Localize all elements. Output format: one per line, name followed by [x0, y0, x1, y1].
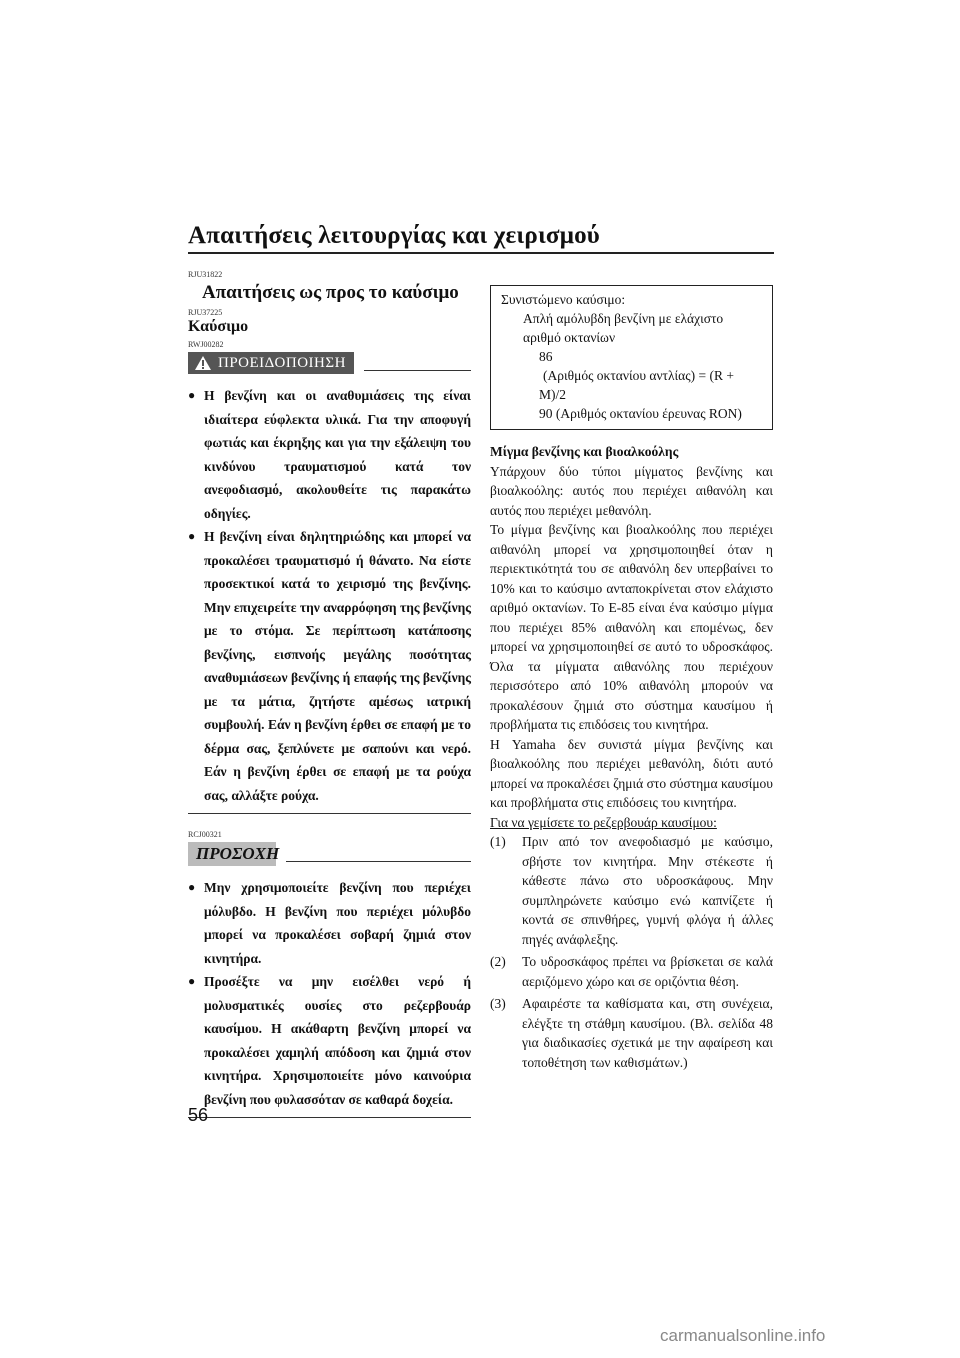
warning-label [188, 352, 354, 374]
subsection-title: Καύσιμο [188, 318, 249, 335]
page-title: Απαιτήσεις λειτουργίας και χειρισμού [188, 222, 600, 249]
list-item: (1) Πριν από τον ανεφοδιασμό με καύσιμο, σβήστε τον κινητήρα. Μην στέκεστε ή κάθεστε πάνω στο υδροσκάφους. Μην συμπληρώνετε καύσιμο ενώ καπνίζετε ή κοντά σε σπινθήρες, γυμνή φλόγα ή άλλες πηγές ανάφλεξης. [490, 834, 773, 947]
list-item: ● Η βενζίνη και οι αναθυμιάσεις της είναι ιδιαίτερα εύφλεκτα υλικά. Για την αποφυγή φωτιάς και έκρηξης και για την εξάλειψη του κινδύνου τραυματισμού κατά τον ανεφοδιασμό, ακολουθείτε τις παρακάτω οδηγίες. [188, 384, 471, 525]
caution-list [188, 876, 471, 1111]
watermark: carmanualsonline.info [660, 1326, 826, 1345]
list-item: (3) Αφαιρέστε τα καθίσματα και, στη συνέχεια, ελέγξτε τη στάθμη καυσίμου. (Βλ. σελίδα 48 για διαδικασίες σχετικά με την αφαίρεση και τοποθέτηση των καθισμάτων.) [490, 996, 773, 1070]
caution-label: ΠΡΟΣΟΧΗ [188, 842, 276, 866]
ref-code: RCJ00321 [188, 830, 222, 839]
list-item: ● Μην χρησιμοποιείτε βενζίνη που περιέχει μόλυβδο. Η βενζίνη που περιέχει μόλυβδο μπορεί να προκαλέσει σοβαρή ζημιά στον κινητήρα. [188, 876, 471, 970]
bullet-icon: ● [188, 880, 196, 894]
list-item: ● Προσέξτε να μην εισέλθει νερό ή μολυσματικές ουσίες στο ρεζερβουάρ καυσίμου. Η ακάθαρτη βενζίνη μπορεί να προκαλέσει χαμηλή απόδοση και ζημιά στον κινητήρα. Χρησιμοποιείτε μόνο καινούρια βενζίνη που φυλασσόταν σε καθαρά δοχεία. [188, 970, 471, 1111]
bullet-icon: ● [188, 388, 196, 402]
warning-triangle-icon [194, 355, 212, 371]
paragraph: Υπάρχουν δύο τύποι μίγματος βενζίνης και βιοαλκοόλης: αυτός που περιέχει αιθανόλη και αυτός που περιέχει μεθανόλη. [490, 463, 773, 518]
paragraph: Το μίγμα βενζίνης και βιοαλκοόλης που περιέχει αιθανόλη μπορεί να χρησιμοποιηθεί όταν η περιεκτικότητά του σε αιθανόλη δεν υπερβαίνει το 10% και το καύσιμο ανταποκρίνεται στον ελάχιστο αριθμό οκτανίων. Το E-85 είναι ένα καύσιμο μίγμα που περιέχει 85% αιθανόλη και επομένως, δεν μπορεί να χρησιμοποιηθεί σε αυτό το υδροσκάφος. Όλα τα μίγματα αιθανόλης που περιέχουν περισσότερο από 10% αιθανόλη μπορούν να προκαλέσουν ζημιά στο σύστημα καυσίμου ή προβλήματα τις επιδόσεις του κινητήρα. [490, 522, 773, 732]
fill-heading: Για να γεμίσετε το ρεζερβουάρ καυσίμου: [490, 814, 717, 830]
warning-header [188, 352, 471, 374]
recommended-fuel-box: Συνιστώμενο καύσιμο: Απλή αμόλυβδη βενζίνη με ελάχιστο αριθμό οκτανίων 86 (Αριθμός οκτανίου αντλίας) = (R + M)/2 90 (Αριθμός οκτανίου έρευνας RON) [490, 285, 773, 430]
right-column [490, 285, 773, 1075]
page-header [188, 222, 774, 254]
divider [188, 1117, 471, 1118]
warning-label-text: ΠΡΟΕΙΔΟΠΟΙΗΣΗ [218, 354, 346, 371]
divider [364, 370, 471, 371]
ref-code: RJU31822 [188, 270, 223, 279]
divider [286, 861, 471, 862]
bullet-icon: ● [188, 974, 196, 988]
list-item: (2) Το υδροσκάφος πρέπει να βρίσκεται σε καλά αεριζόμενο χώρο και σε οριζόντια θέση. [490, 954, 773, 989]
page-number: 56 [188, 1105, 209, 1125]
ref-code: RWJ00282 [188, 340, 224, 349]
warning-list [188, 384, 471, 807]
list-item: ● Η βενζίνη είναι δηλητηριώδης και μπορεί να προκαλέσει τραυματισμό ή θάνατο. Να είστε προσεκτικοί κατά το χειρισμό της βενζίνης. Μην επιχειρείτε την αναρρόφηση της βενζίνης με το στόμα. Σε περίπτωση κατάποσης βενζίνης, εισπνοής μεγάλης ποσότητας αναθυμιάσεων βενζίνης ή επαφής της βενζίνης με τα μάτια, ζητήστε αμέσως ιατρική συμβουλή. Εάν η βενζίνη έρθει σε επαφή με το δέρμα σας, ξεπλύνετε με σαπούνι και νερό. Εάν η βενζίνη έρθει σε επαφή με τα ρούχα σας, αλλάξτε ρούχα. [188, 525, 471, 807]
ref-code: RJU37225 [188, 308, 223, 317]
caution-header [188, 842, 471, 866]
paragraph: Η Yamaha δεν συνιστά μίγμα βενζίνης και βιοαλκοόλης που περιέχει μεθανόλη, διότι αυτό μπορεί να προκαλέσει ζημιά στο σύστημα καυσίμου και προβλήματα στις επιδόσεις του κινητήρα. [490, 736, 773, 810]
section-title: Απαιτήσεις ως προς το καύσιμο [202, 282, 459, 303]
bullet-icon: ● [188, 529, 196, 543]
fill-steps [490, 832, 773, 1072]
left-column [188, 270, 471, 1118]
mix-heading: Μίγμα βενζίνης και βιοαλκοόλης [490, 444, 679, 459]
